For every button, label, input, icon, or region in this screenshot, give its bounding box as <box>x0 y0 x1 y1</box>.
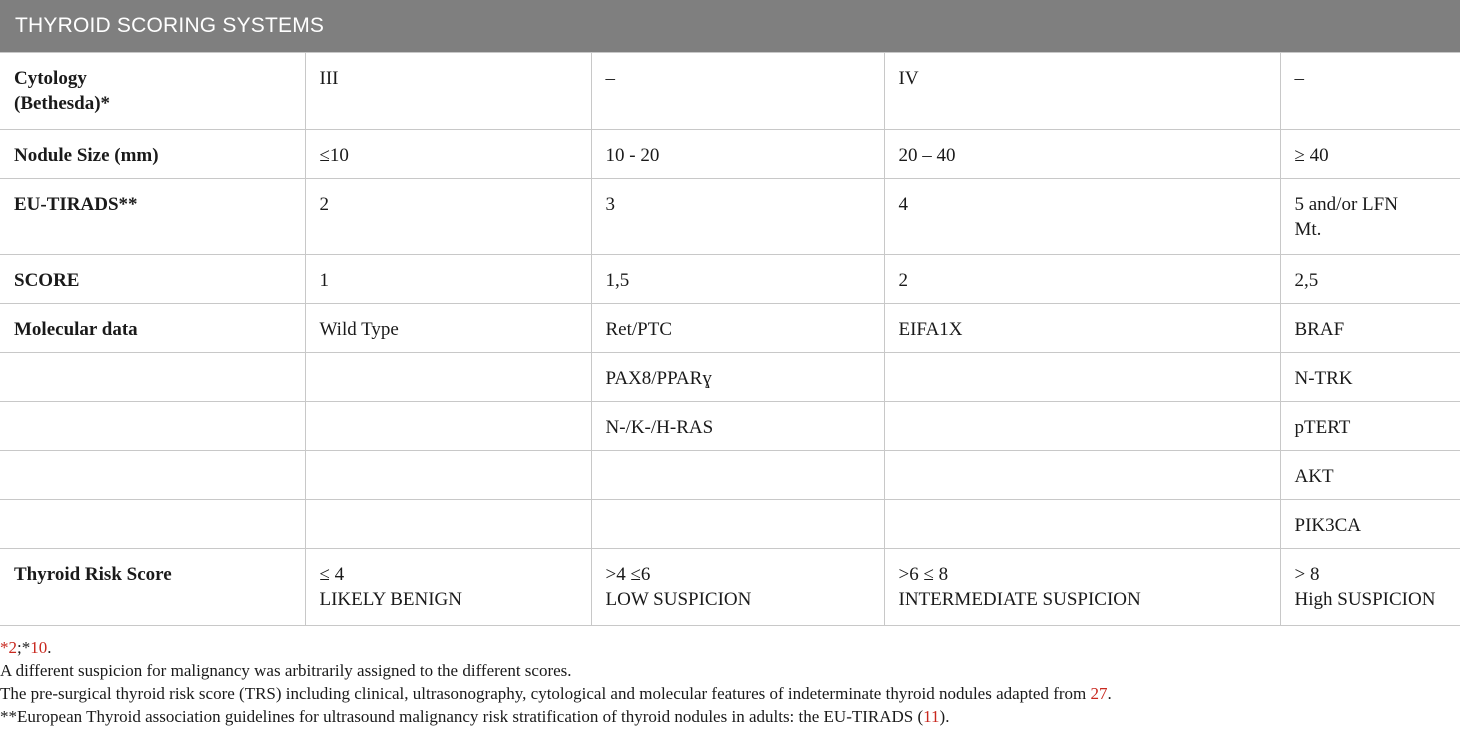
table-cell <box>884 549 1280 626</box>
cell-line: Mt. <box>1294 219 1322 240</box>
cell-line: LIKELY BENIGN <box>319 589 462 610</box>
table-footnotes <box>0 636 1460 728</box>
row-eu-tirads <box>0 179 1460 255</box>
table-cell-empty <box>0 500 305 549</box>
table-cell: III <box>305 53 591 130</box>
table-cell: PIK3CA <box>1280 500 1460 549</box>
table-cell <box>305 549 591 626</box>
reference-link-10[interactable]: 10 <box>30 638 48 657</box>
table-title: THYROID SCORING SYSTEMS <box>0 0 1460 52</box>
cell-line: 5 and/or LFN <box>1294 194 1398 215</box>
table-cell: 2 <box>884 255 1280 304</box>
cell-line: INTERMEDIATE SUSPICION <box>898 589 1141 610</box>
table-cell: ≥ 40 <box>1280 130 1460 179</box>
table-cell-empty <box>305 500 591 549</box>
table-cell: N-/K-/H-RAS <box>591 402 884 451</box>
table-cell: N-TRK <box>1280 353 1460 402</box>
table-cell <box>591 549 884 626</box>
table-cell: Ret/PTC <box>591 304 884 353</box>
table-cell-empty <box>305 353 591 402</box>
table-cell: 10 - 20 <box>591 130 884 179</box>
row-score <box>0 255 1460 304</box>
table-cell <box>1280 549 1460 626</box>
cell-line: >6 ≤ 8 <box>898 564 949 585</box>
table-cell: IV <box>884 53 1280 130</box>
footnote-separator: ;* <box>17 638 31 657</box>
row-cytology <box>0 53 1460 130</box>
table-cell: BRAF <box>1280 304 1460 353</box>
table-cell: pTERT <box>1280 402 1460 451</box>
reference-link-27[interactable]: 27 <box>1090 684 1108 703</box>
footnote-text: **European Thyroid association guidelines for ultrasound malignancy risk stratification of thyroid nodules in adults: the EU-TIRADS ( <box>0 707 924 726</box>
row-molecular-data-4 <box>0 451 1460 500</box>
row-molecular-data <box>0 304 1460 353</box>
footnote-marker: * <box>0 638 9 657</box>
table-cell: 1 <box>305 255 591 304</box>
table-cell: 4 <box>884 179 1280 255</box>
cell-line: ≤ 4 <box>319 564 345 585</box>
table-cell-empty <box>305 402 591 451</box>
table-cell: 1,5 <box>591 255 884 304</box>
cell-line: >4 ≤6 <box>605 564 651 585</box>
row-molecular-data-5 <box>0 500 1460 549</box>
table-cell-empty <box>591 500 884 549</box>
table-cell: – <box>591 53 884 130</box>
footnote-trs <box>0 682 1460 705</box>
table-cell-empty <box>884 353 1280 402</box>
table-cell: EIFA1X <box>884 304 1280 353</box>
reference-link-2[interactable]: 2 <box>8 638 17 657</box>
thyroid-scoring-table <box>0 52 1460 626</box>
table-cell-empty <box>884 402 1280 451</box>
footnote-suspicion: A different suspicion for malignancy was arbitrarily assigned to the different scores. <box>0 661 572 680</box>
table-cell-empty <box>0 402 305 451</box>
table-cell-empty <box>305 451 591 500</box>
table-cell: – <box>1280 53 1460 130</box>
row-label-nodule-size: Nodule Size (mm) <box>0 130 305 179</box>
row-label-molecular-data: Molecular data <box>0 304 305 353</box>
table-cell: 2,5 <box>1280 255 1460 304</box>
table-cell: 20 – 40 <box>884 130 1280 179</box>
table-cell: PAX8/PPARɣ <box>591 353 884 402</box>
footnote-references <box>0 636 1460 659</box>
table-cell: ≤10 <box>305 130 591 179</box>
row-molecular-data-2 <box>0 353 1460 402</box>
row-nodule-size <box>0 130 1460 179</box>
table-cell-empty <box>591 451 884 500</box>
row-label-eu-tirads: EU-TIRADS** <box>0 179 305 255</box>
row-thyroid-risk-score <box>0 549 1460 626</box>
row-molecular-data-3 <box>0 402 1460 451</box>
row-label-line: Cytology <box>14 68 87 89</box>
footnote-end: ). <box>939 707 950 726</box>
cell-line: > 8 <box>1294 564 1320 585</box>
footnote-text: The pre-surgical thyroid risk score (TRS) including clinical, ultrasonography, cytological and molecular features of indeterminate thyroid nodules adapted from <box>0 684 1091 703</box>
reference-link-11[interactable]: 11 <box>923 707 940 726</box>
row-label-line: (Bethesda)* <box>14 93 111 114</box>
cell-line: LOW SUSPICION <box>605 589 752 610</box>
footnote-eu-tirads <box>0 705 1460 728</box>
row-label-score: SCORE <box>0 255 305 304</box>
table-cell: 2 <box>305 179 591 255</box>
cell-line: High SUSPICION <box>1294 589 1436 610</box>
row-label-cytology <box>0 53 305 130</box>
table-cell: AKT <box>1280 451 1460 500</box>
table-cell <box>1280 179 1460 255</box>
table-cell: 3 <box>591 179 884 255</box>
table-cell-empty <box>0 353 305 402</box>
footnote-end: . <box>1107 684 1112 703</box>
table-cell-empty <box>0 451 305 500</box>
table-cell-empty <box>884 500 1280 549</box>
table-cell-empty <box>884 451 1280 500</box>
row-label-thyroid-risk-score: Thyroid Risk Score <box>0 549 305 626</box>
table-cell: Wild Type <box>305 304 591 353</box>
footnote-end: . <box>47 638 52 657</box>
